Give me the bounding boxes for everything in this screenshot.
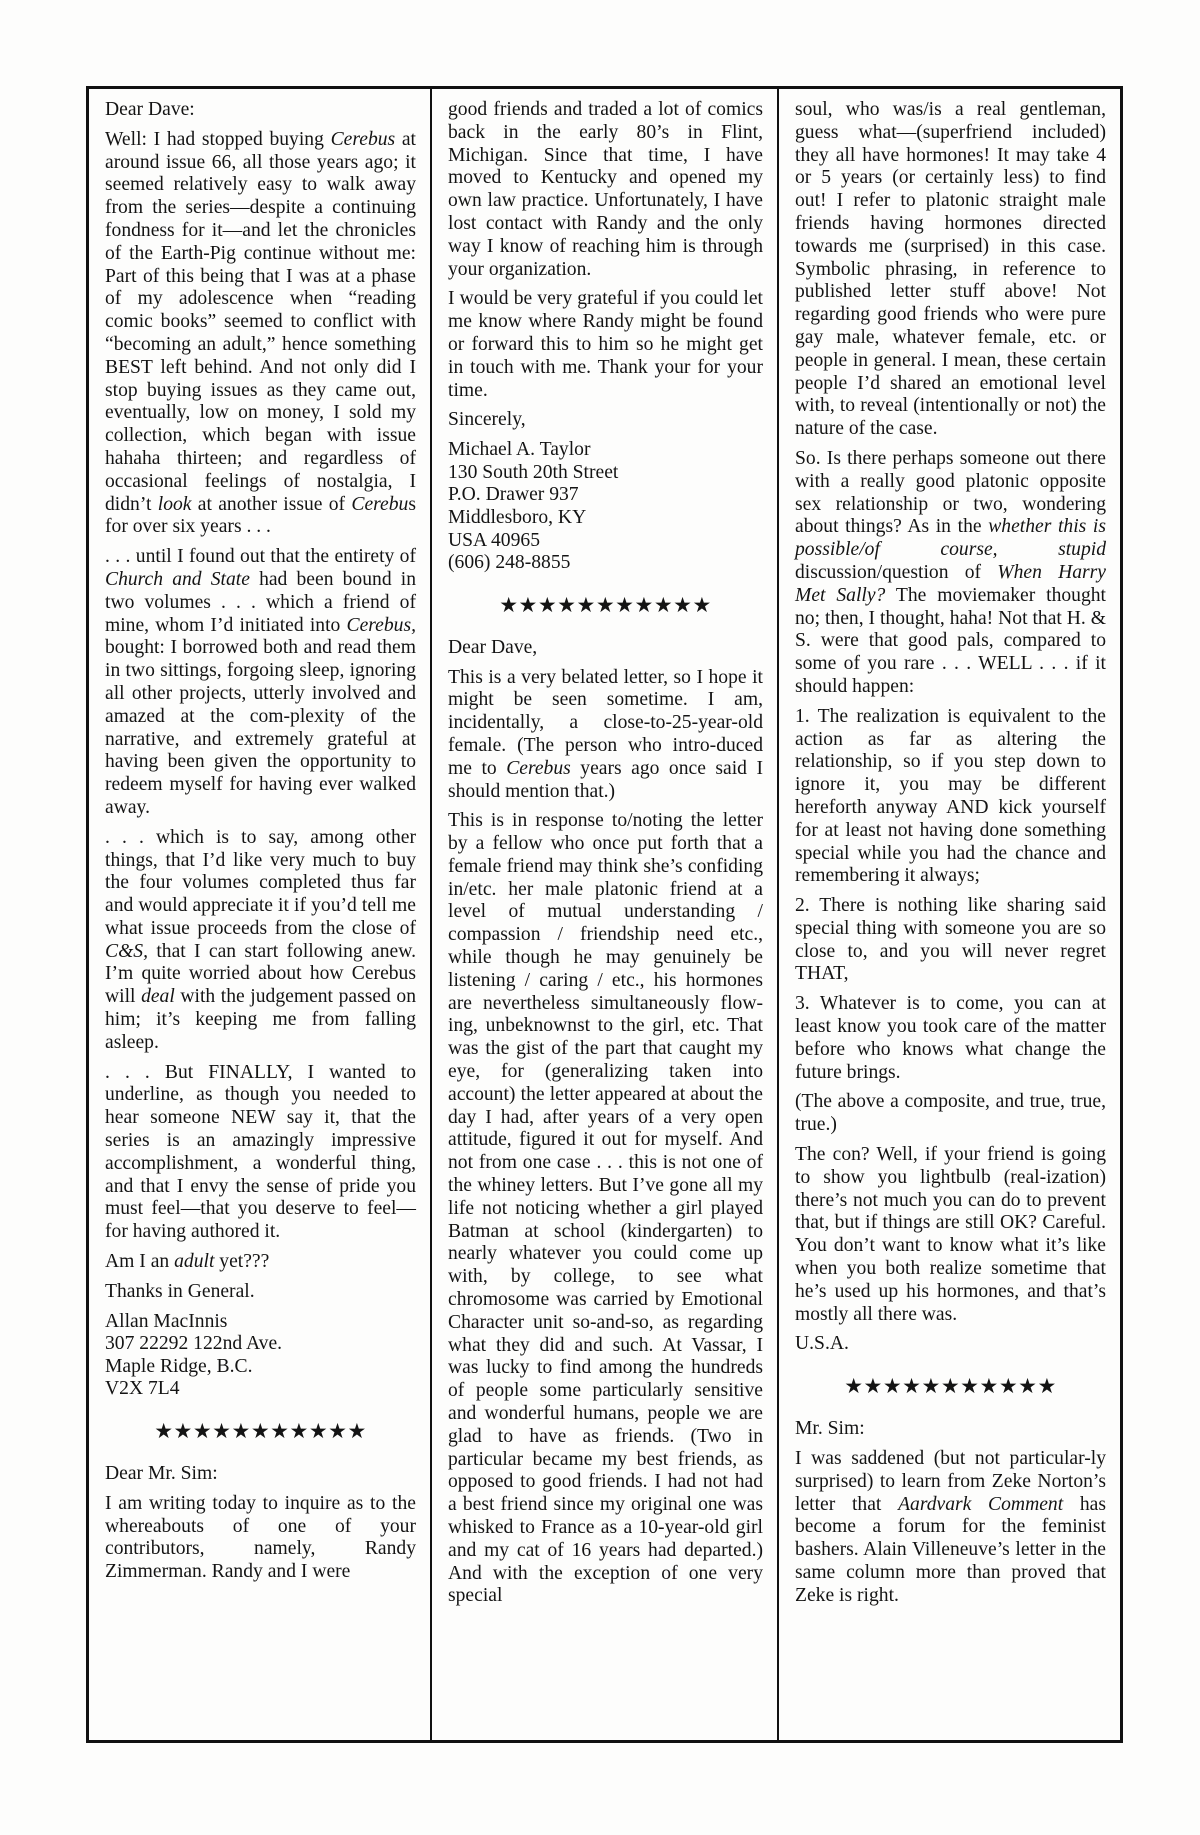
letter-paragraph: . . . until I found out that the entirety of Church and State had been bound in two volumes . . . which a friend of mine, whom I’d initiated into Cerebus, bought: I borrowed both and read them in two sittings, forgoing sleep, ignoring all other projects, utterly involved and amazed at the com-plexity of the narrative, and extremely grateful at having been given the opportunity to redeem myself for having ever walked away. <box>105 546 416 818</box>
address-line: Maple Ridge, B.C. <box>105 1355 253 1377</box>
letter-paragraph: So. Is there perhaps someone out there with a really good platonic opposite sex relationship or two, wondering about things? As in the whether this is possible/of course, stupid discussion/question of When Harry Met Sally? The moviemaker thought no; then, I thought, haha! Not that H. & S. were that good pals, compared to some of you rare . . . WELL . . . if it should happen: <box>795 447 1107 697</box>
address-line: V2X 7L4 <box>105 1378 180 1400</box>
column-3 <box>779 89 1120 1740</box>
letter-paragraph: . . . But FINALLY, I wanted to underline, as though you needed to hear someone NEW say it, that the series is an amazingly impressive accomplishment, a wonderful thing, and that I envy the sense of pride you must feel—that you deserve to feel—for having authored it. <box>105 1061 416 1243</box>
letters-page-frame <box>86 86 1123 1743</box>
letter-paragraph: This is in response to/noting the letter by a fellow who once put forth that a female friend may think she’s confiding in/etc. her male platonic friend at a level of mutual understanding / compassion / friendship need etc., while though he may genuinely be listening / caring / etc., his hormones are nevertheless simultaneously flow-ing, unbeknownst to the girl, etc. That was the gist of the part that caught my eye, for (generalizing taken into account) the letter appeared at about the day I had, after years of a very open attitude, figured it out for myself. And not from one case . . . this is not one of the whiney letters. But I’ve gone all my life not noticing whether a girl played Batman at school (kindergarten) to nearly whatever you could come up with, by college, to see what chromosome was carried by Emotional Character unit so-and-so, as regarding what they did and such. At Vassar, I was lucky to find among the hundreds of people some particularly sensitive and wonderful humans, people we are glad to have as friends. (Two in particular became my best friends, as opposed to good friends. I had not had a best friend since my original one was whisked to France as a 10-year-old girl and my cat of 16 years had departed.) And with the exception of one very special <box>448 810 763 1607</box>
signature-name: Michael A. Taylor <box>448 439 591 461</box>
letter-paragraph: 2. There is nothing like sharing said special thing with someone you are so close to, and you will never regret THAT, <box>795 895 1106 985</box>
letter-salutation: Dear Mr. Sim: <box>105 1463 218 1485</box>
star-separator-icon: ★★★★★★★★★★★ <box>844 1374 1057 1399</box>
letter-paragraph: Thanks in General. <box>105 1280 255 1302</box>
column-1 <box>89 89 432 1740</box>
letter-paragraph: The con? Well, if your friend is going to show you lightbulb (real-ization) there’s not much you can do to prevent that, but if things are still OK? Careful. You don’t want to know what it’s like when you both realize sometime that he’s used up his hormones, and that’s mostly all there was. <box>795 1144 1106 1325</box>
address-line: 307 22292 122nd Ave. <box>105 1333 283 1355</box>
letter-paragraph: I was saddened (but not particular-ly surprised) to learn from Zeke Norton’s letter that Aardvark Comment has become a forum for the feminist bashers. Alain Villeneuve’s letter in the same column more than proved that Zeke is right. <box>795 1448 1106 1606</box>
address-line: Middlesboro, KY <box>448 506 587 528</box>
letter-salutation: Dear Dave, <box>448 636 538 658</box>
letter-paragraph: . . . which is to say, among other things, that I’d like very much to buy the four volumes completed thus far and would appreciate it if you’d tell me what issue proceeds from the close of C&S, that I can start following anew. I’m quite worried about how Cerebus will deal with the judgement passed on him; it’s keeping me from falling asleep. <box>105 826 416 1053</box>
address-line: P.O. Drawer 937 <box>448 484 579 506</box>
letter-paragraph: 1. The realization is equivalent to the action as far as altering the relationship, so if you step down to ignore it, you may be different hereforth anyway AND kick yourself for at least not having done something special while you had the chance and remembering it always; <box>795 705 1106 887</box>
star-separator-icon: ★★★★★★★★★★★ <box>499 592 712 617</box>
letter-paragraph: U.S.A. <box>795 1333 849 1355</box>
letter-paragraph: I would be very grateful if you could let me know where Randy might be found or forward this to him so he might get in touch with me. Thank your for your time. <box>448 288 763 401</box>
letter-signature-address <box>105 1311 416 1401</box>
letter-paragraph: I am writing today to inquire as to the whereabouts of one of your contributors, namely, Randy Zimmerman. Randy and I were <box>105 1492 416 1583</box>
star-separator-icon: ★★★★★★★★★★★ <box>154 1419 367 1444</box>
letter-paragraph: good friends and traded a lot of comics back in the early 80’s in Flint, Michigan. Since that time, I have moved to Kentucky and opened my own law practice. Unfortunately, I have lost contact with Randy and the only way I know of reaching him is through your organization. <box>448 99 763 280</box>
letter-paragraph: Am I an adult yet??? <box>105 1251 270 1273</box>
letter-paragraph: Sincerely, <box>448 409 526 431</box>
letter-paragraph: Well: I had stopped buying Cerebus at around issue 66, all those years ago; it seemed relatively easy to walk away from the series—despite a continuing fondness for it—and let the chronicles of the Earth-Pig continue without me: Part of this being that I was at a phase of my adolescence when “reading comic books” seemed to conflict with “becoming an adult,” hence something BEST left behind. And not only did I stop buying issues as they came out, eventually, low on money, I sold my collection, which began with issue hahaha thirteen; and regardless of occasional feelings of nostalgia, I didn’t look at another issue of Cerebus for over six years . . . <box>105 128 416 538</box>
letter-signature-address <box>448 439 763 575</box>
column-2 <box>432 89 779 1740</box>
letter-paragraph: This is a very belated letter, so I hope it might be seen sometime. I am, incidentally, a close-to-25-year-old female. (The person who intro-duced me to Cerebus years ago once said I should mention that.) <box>448 666 763 802</box>
letter-salutation: Mr. Sim: <box>795 1418 865 1440</box>
letter-salutation: Dear Dave: <box>105 99 195 120</box>
signature-name: Allan MacInnis <box>105 1310 228 1332</box>
letter-paragraph: (The above a composite, and true, true, true.) <box>795 1091 1106 1136</box>
address-line: USA 40965 <box>448 529 540 551</box>
address-line: 130 South 20th Street <box>448 461 619 483</box>
letter-paragraph: soul, who was/is a real gentleman, guess what—(superfriend included) they all have hormones! It may take 4 or 5 years (or certainly less) to find out! I refer to platonic straight male friends having hormones directed towards me (surprised) in this case. Symbolic phrasing, in reference to published letter stuff above! Not regarding good friends who were pure gay male, whatever female, etc. or people in general. I mean, these certain people I’d shared an emotional level with, to reveal (intentionally or not) the nature of the case. <box>795 99 1106 440</box>
address-line: (606) 248-8855 <box>448 552 571 574</box>
letter-paragraph: 3. Whatever is to come, you can at least know you took care of the matter before who knows what change the future brings. <box>795 993 1106 1083</box>
